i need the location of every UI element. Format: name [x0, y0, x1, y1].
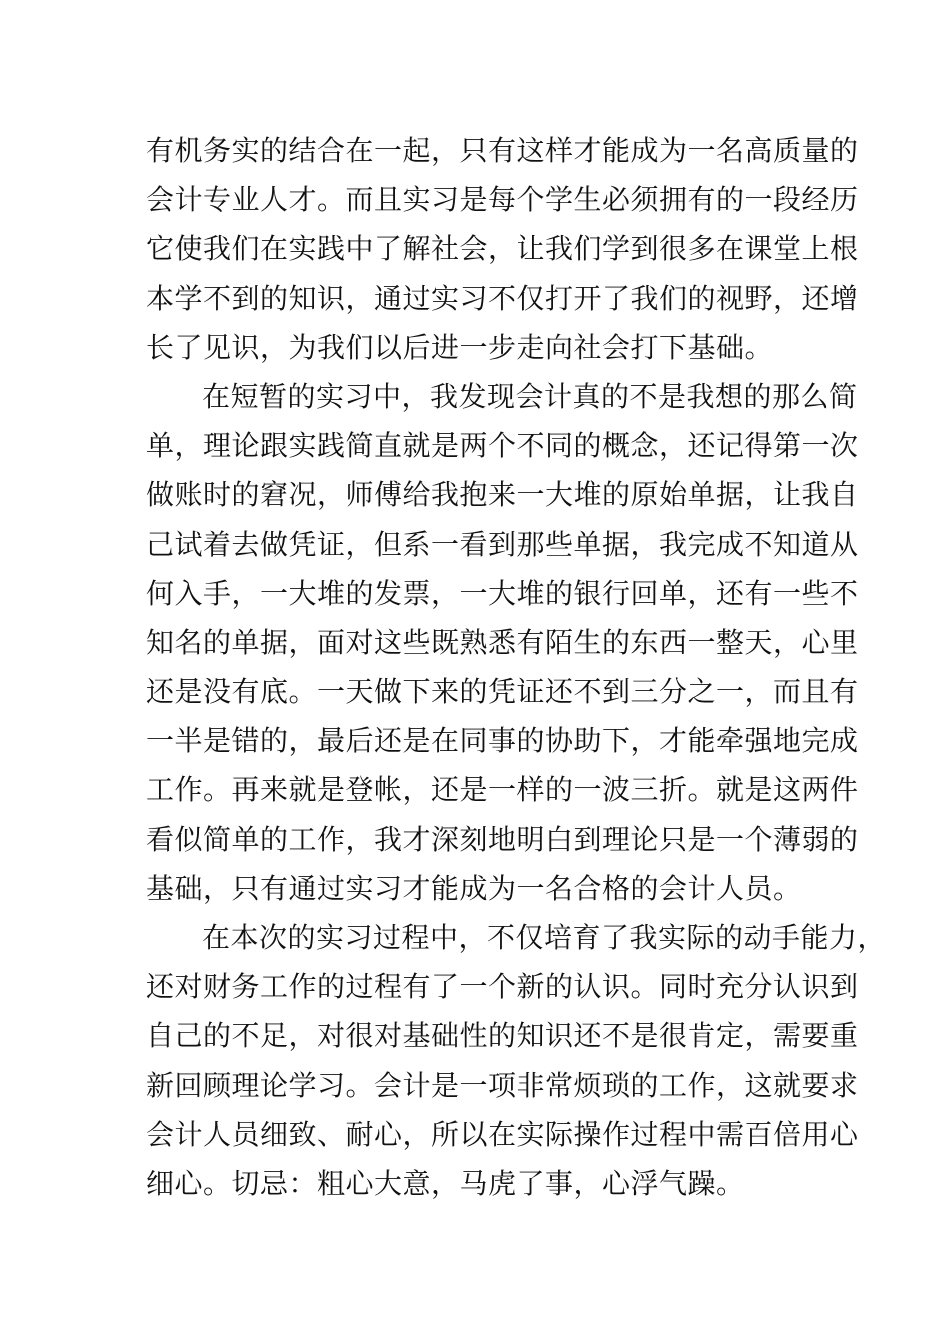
paragraph-1	[146, 126, 859, 372]
text-line: 新回顾理论学习。会计是一项非常烦琐的工作，这就要求	[146, 1068, 859, 1102]
text-line: 会计专业人才。而且实习是每个学生必须拥有的一段经历	[146, 183, 859, 217]
text-line: 在本次的实习过程中，不仅培育了我实际的动手能力，	[202, 921, 887, 954]
text-line: 长了见识，为我们以后进一步走向社会打下基础。	[146, 330, 774, 364]
text-line: 本学不到的知识，通过实习不仅打开了我们的视野，还增	[146, 281, 859, 315]
text-line: 有机务实的结合在一起，只有这样才能成为一名高质量的	[146, 134, 859, 167]
text-line: 做账时的窘况，师傅给我抱来一大堆的原始单据，让我自	[146, 478, 859, 512]
text-line: 自己的不足，对很对基础性的知识还不是很肯定，需要重	[146, 1019, 859, 1053]
text-line: 何入手，一大堆的发票，一大堆的银行回单，还有一些不	[146, 576, 859, 610]
body-text	[146, 126, 887, 1208]
text-line: 还对财务工作的过程有了一个新的认识。同时充分认识到	[146, 970, 859, 1004]
text-line: 会计人员细致、耐心，所以在实际操作过程中需百倍用心	[146, 1117, 859, 1151]
text-line: 工作。再来就是登帐，还是一样的一波三折。就是这两件	[146, 773, 859, 807]
text-line: 知名的单据，面对这些既熟悉有陌生的东西一整天，心里	[146, 625, 859, 659]
text-line: 单，理论跟实践简直就是两个不同的概念，还记得第一次	[146, 429, 859, 463]
text-line: 细心。切忌：粗心大意，马虎了事，心浮气躁。	[146, 1166, 745, 1200]
paragraph-3	[146, 913, 887, 1208]
text-line: 它使我们在实践中了解社会，让我们学到很多在课堂上根	[146, 232, 859, 266]
paragraph-2	[146, 372, 859, 913]
text-line: 基础，只有通过实习才能成为一名合格的会计人员。	[146, 871, 802, 905]
text-line: 己试着去做凭证，但系一看到那些单据，我完成不知道从	[146, 527, 859, 561]
text-line: 在短暂的实习中，我发现会计真的不是我想的那么简	[202, 379, 858, 413]
text-line: 还是没有底。一天做下来的凭证还不到三分之一，而且有	[146, 675, 859, 709]
text-line: 看似简单的工作，我才深刻地明白到理论只是一个薄弱的	[146, 822, 859, 856]
text-line: 一半是错的，最后还是在同事的协助下，才能牵强地完成	[146, 724, 859, 758]
